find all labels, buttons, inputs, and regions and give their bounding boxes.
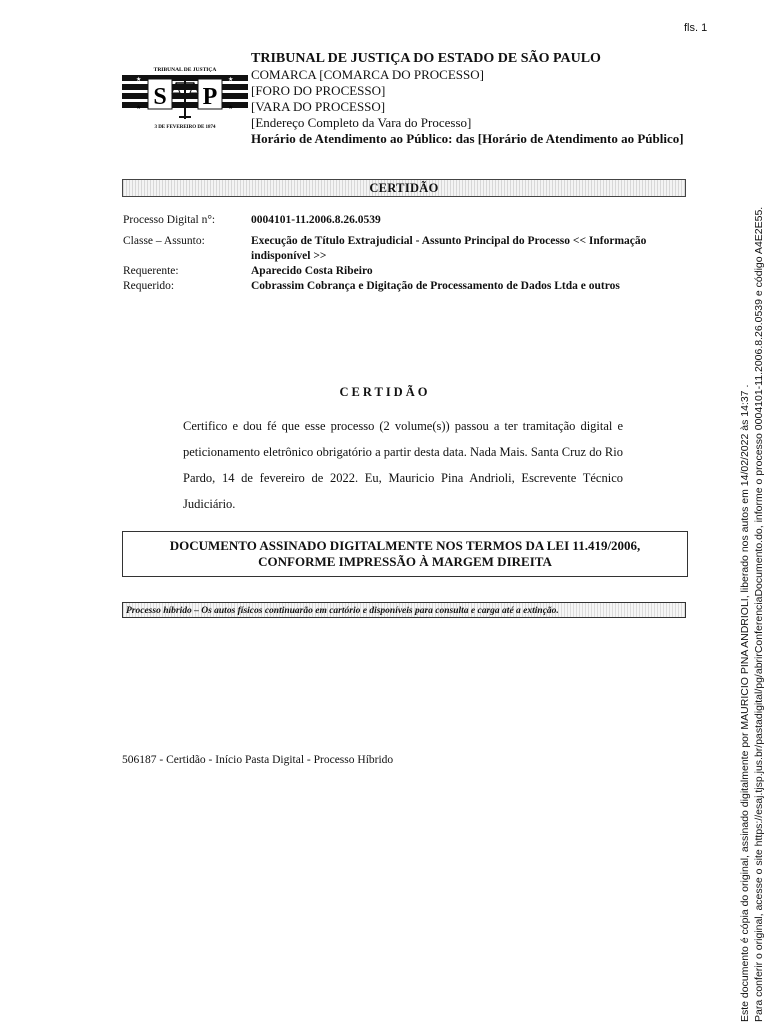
requerido-label: Requerido: — [123, 280, 175, 292]
certificate-body: Certifico e dou fé que esse processo (2 volume(s)) passou a ter tramitação digital e peticionamento eletrônico obrigatório a partir desta data. Nada Mais. Santa Cruz do Rio Pardo, 14 de fevereiro de 2022. Eu, Mauricio Pina Andrioli, Escrevente Técnico Judiciário. — [183, 419, 623, 511]
seal-letter-p: P — [202, 84, 218, 110]
requerido-row — [123, 279, 693, 294]
requerente-label: Requerente: — [123, 265, 179, 277]
svg-text:★: ★ — [228, 77, 234, 83]
class-subject-value: Execução de Título Extrajudicial - Assunto Principal do Processo << Informação indisponível >> — [251, 235, 647, 262]
court-header — [251, 51, 691, 147]
process-info — [123, 213, 693, 294]
court-name: TRIBUNAL DE JUSTIÇA DO ESTADO DE SÃO PAULO — [251, 51, 601, 66]
process-number-row — [123, 213, 693, 228]
office-hours: Horário de Atendimento ao Público: das [Horário de Atendimento ao Público] — [251, 131, 684, 146]
process-number-value: 0004101-11.2006.8.26.0539 — [251, 214, 381, 226]
signature-line-2: CONFORME IMPRESSÃO À MARGEM DIREITA — [258, 554, 552, 569]
signature-line-1: DOCUMENTO ASSINADO DIGITALMENTE NOS TERMOS DA LEI 11.419/2006, — [169, 538, 641, 553]
vara-line: [VARA DO PROCESSO] — [251, 99, 386, 114]
seal-bottom-text: 3 DE FEVEREIRO DE 1874 — [154, 125, 216, 130]
process-number-label: Processo Digital n°: — [123, 214, 216, 226]
court-seal-logo — [122, 47, 248, 131]
digital-signature-notice — [122, 531, 688, 577]
requerido-value: Cobrassim Cobrança e Digitação de Processamento de Dados Ltda e outros — [251, 280, 620, 292]
svg-text:★: ★ — [136, 105, 142, 111]
section-title: CERTIDÃO — [339, 385, 431, 399]
class-subject-label: Classe – Assunto: — [123, 235, 205, 247]
requerente-value: Aparecido Costa Ribeiro — [251, 265, 373, 277]
seal-letter-s: S — [153, 84, 167, 110]
seal-top-text: TRIBUNAL DE JUSTIÇA — [153, 67, 217, 73]
svg-text:★: ★ — [228, 105, 234, 111]
foro-line: [FORO DO PROCESSO] — [251, 83, 386, 98]
requerente-row — [123, 264, 693, 279]
class-subject-row — [123, 234, 693, 264]
side-margin-line-1: Este documento é cópia do original, assinado digitalmente por MAURICIO PINA ANDRIOLI, liberado nos autos em 14/02/2022 às 14:37 . — [739, 384, 751, 1022]
svg-text:★: ★ — [136, 77, 142, 83]
page-number: fls. 1 — [684, 22, 708, 34]
address-line: [Endereço Completo da Vara do Processo] — [251, 115, 472, 130]
hybrid-process-note: Processo híbrido – Os autos físicos continuarão em cartório e disponíveis para consulta e carga até a extinção. — [122, 602, 686, 618]
certidao-banner: CERTIDÃO — [122, 179, 686, 197]
side-margin-verification — [738, 22, 766, 1022]
comarca-line: COMARCA [COMARCA DO PROCESSO] — [251, 67, 484, 82]
side-margin-line-2: Para conferir o original, acesse o site https://esaj.tjsp.jus.br/pastadigital/pg/abrirConferenciaDocumento.do, informe o processo 0004101-11.2006.8.26.0539 e código A4E2E55. — [753, 206, 765, 1022]
document-footer: 506187 - Certidão - Início Pasta Digital - Processo Híbrido — [122, 754, 394, 766]
